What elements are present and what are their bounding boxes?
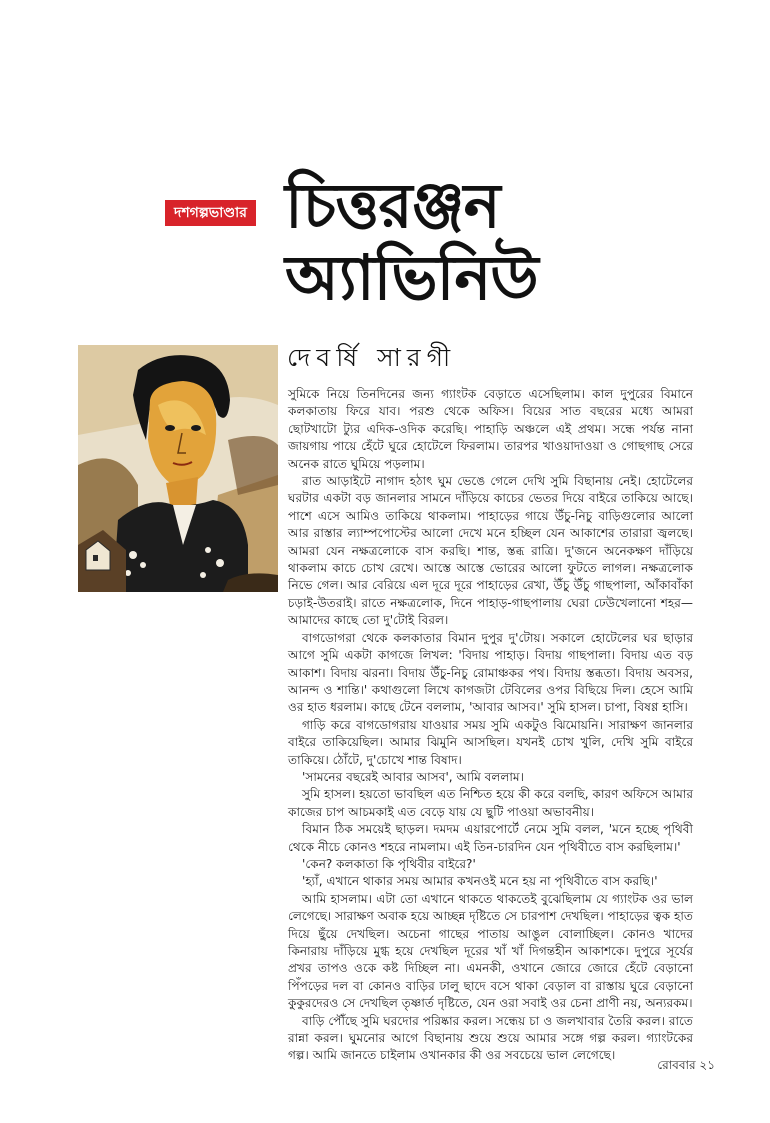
title-line-2: অ্যাভিনিউ (285, 241, 538, 314)
paragraph: 'কেন? কলকাতা কি পৃথিবীর বাইরে?' (302, 856, 476, 871)
story-title (285, 170, 625, 314)
author-byline: দেবর্ষি সারগী (287, 343, 457, 372)
paragraph: রাত আড়াইটে নাগাদ হঠাৎ ঘুম ভেঙে গেলে দেখি সুমি বিছানায় নেই। হোটেলের ঘরটার একটা বড় জানলার সামনে দাঁড়িয়ে কাচের ভেতর দিয়ে বাইরে তাকিয়ে আছে। পাশে এসে আমিও তাকিয়ে থাকলাম। পাহাড়ের গায়ে উঁচু-নিচু বাড়িগুলোর আলো আর রাস্তার ল্যাম্পপোস্টের আলো দেখে মনে হচ্ছিল যেন আকাশের তারারা জ্বলছে। আমরা যেন নক্ষত্রলোকে বাস করছি। শান্ত, স্তব্ধ রাত্রি। দু'জনে অনেকক্ষণ দাঁড়িয়ে থাকলাম কাচে চোখ রেখে। আস্তে আস্তে ভোরের আলো ফুটতে লাগল। নক্ষত্রলোক নিভে গেল। আর বেরিয়ে এল দূরে দূরে পাহাড়ের রেখা, উঁচু উঁচু গাছপালা, আঁকাবাঁকা চড়াই-উতরাই। রাতে নক্ষত্রলোক, দিনে পাহাড়-গাছপালায় ঘেরা ঢেউখেলানো শহর— আমাদের কাছে তো দু'টোই বিরল। (288, 474, 693, 628)
title-line-1: চিত্তরঞ্জন (285, 169, 500, 242)
paragraph: বাগডোগরা থেকে কলকাতার বিমান দুপুর দু'টোয়। সকালে হোটেলের ঘর ছাড়ার আগে সুমি একটা কাগজে লিখল: 'বিদায় পাহাড়। বিদায় গাছপালা। বিদায় এত বড় আকাশ। বিদায় ঝরনা। বিদায় উঁচু-নিচু রোমাঞ্চকর পথ। বিদায় স্তব্ধতা। বিদায় অবসর, আনন্দ ও শান্তি।' কথাগুলো লিখে কাগজটা টেবিলের ওপর বিছিয়ে দিল। হেসে আমি ওর হাত ধরলাম। কাছে টেনে বললাম, 'আবার আসব।' সুমি হাসল। চাপা, বিষণ্ণ হাসি। (288, 630, 693, 715)
page-footer: রোববার ২১ (657, 1058, 715, 1072)
paragraph: বিমান ঠিক সময়েই ছাড়ল। দমদম এয়ারপোর্টে নেমে সুমি বলল, 'মনে হচ্ছে পৃথিবী থেকে নীচে কোনও শহরে নামলাম। এই তিন-চারদিন যেন পৃথিবীতে বাস করছিলাম।' (288, 822, 693, 854)
paragraph: সুমি হাসল। হয়তো ভাবছিল এত নিশ্চিত হয়ে কী করে বলছি, কারণ অফিসে আমার কাজের চাপ আচমকাই এত বেড়ে যায় যে ছুটি পাওয়া অভাবনীয়। (288, 787, 693, 819)
paragraph: গাড়ি করে বাগডোগরায় যাওয়ার সময় সুমি একটুও ঝিমোয়নি। সারাক্ষণ জানলার বাইরে তাকিয়েছিল। আমার ঝিমুনি আসছিল। যখনই চোখ খুলি, দেখি সুমি বাইরে তাকিয়ে। ঠোঁটে, দু'চোখে শান্ত বিষাদ। (288, 717, 693, 767)
story-body (288, 386, 693, 1065)
paragraph: আমি হাসলাম। এটা তো এখানে থাকতে থাকতেই বুঝেছিলাম যে গ্যাংটক ওর ভাল লেগেছে। সারাক্ষণ অবাক হয়ে আচ্ছন্ন দৃষ্টিতে সে চারপাশ দেখছিল। পাহাড়ের ত্বক হাত দিয়ে ছুঁয়ে দেখছিল। অচেনা গাছের পাতায় আঙুল বোলাচ্ছিল। কোনও খাদের কিনারায় দাঁড়িয়ে মুগ্ধ হয়ে দেখছিল দূরের খাঁ খাঁ দিগন্তহীন আকাশকে। দুপুরে সূর্যের প্রখর তাপও ওকে কষ্ট দিচ্ছিল না। এমনকী, ওখানে জোরে জোরে হেঁটে বেড়ানো পিঁপড়ের দল বা কোনও বাড়ির ঢালু ছাদে বসে থাকা বেড়াল বা রাস্তায় ঘুরে বেড়ানো কুকুরদেরও সে দেখছিল তৃষ্ণার্ত দৃষ্টিতে, যেন ওরা সবাই ওর চেনা প্রাণী নয়, অন্যরকম। (288, 891, 693, 1011)
paragraph: সুমিকে নিয়ে তিনদিনের জন্য গ্যাংটক বেড়াতে এসেছিলাম। কাল দুপুরের বিমানে কলকাতায় ফিরে যাব। পরশু থেকে অফিস। বিয়ের সাত বছরের মধ্যে আমরা ছোটখাটো ট্যুর এদিক-ওদিক করেছি। পাহাড়ি অঞ্চলে এই প্রথম। সন্ধে পর্যন্ত নানা জায়গায় পায়ে হেঁটে ঘুরে হোটেলে ফিরলাম। তারপর খাওয়াদাওয়া ও গোছগাছ সেরে অনেক রাতে ঘুমিয়ে পড়লাম। (288, 387, 693, 471)
paragraph: 'সামনের বছরেই আবার আসব', আমি বললাম। (302, 769, 524, 784)
paragraph: 'হ্যাঁ, এখানে থাকার সময় আমার কখনওই মনে হয় না পৃথিবীতে বাস করছি।' (302, 874, 658, 889)
section-tag: দশগল্পভাণ্ডার (165, 200, 256, 226)
portrait-illustration-icon (78, 345, 278, 592)
paragraph: বাড়ি পৌঁছে সুমি ঘরদোর পরিষ্কার করল। সন্ধেয় চা ও জলখাবার তৈরি করল। রাতে রান্না করল। ঘুমনোর আগে বিছানায় শুয়ে শুয়ে আমার সঙ্গে গল্প করল। গ্যাংটকের গল্প। আমি জানতে চাইলাম ওখানকার কী ওর সবচেয়ে ভাল লেগেছে। (288, 1013, 693, 1063)
